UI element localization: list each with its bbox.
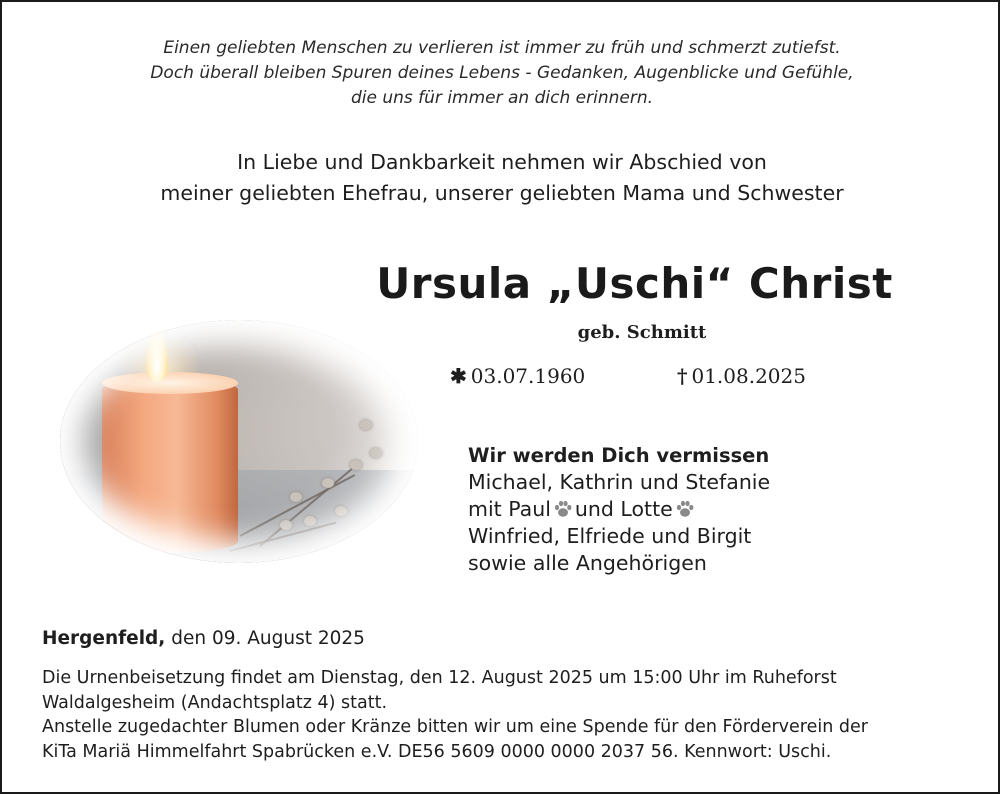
birth-date-line [450, 364, 585, 388]
info-line: Die Urnenbeisetzung findet am Dienstag, den 12. August 2025 um 15:00 Uhr im Ruheforst [42, 668, 837, 688]
death-cross-icon: † [677, 364, 688, 388]
info-line: Waldalgesheim (Andachtsplatz 4) statt. [42, 692, 388, 713]
birth-date: 03.07.1960 [470, 364, 586, 388]
notice-date: den 09. August 2025 [171, 628, 365, 649]
paw-icon [553, 500, 573, 518]
photo-vignette [60, 320, 418, 563]
burial-info [42, 666, 972, 764]
mourners-line: Michael, Kathrin und Stefanie [468, 470, 771, 494]
pet-text: mit Paul [468, 497, 551, 521]
death-date: 01.08.2025 [691, 364, 806, 388]
town-name: Hergenfeld, [42, 628, 166, 649]
mourners-heading: Wir werden Dich vermissen [468, 444, 770, 467]
mourners-line-pets [468, 496, 770, 523]
mourners-line: Winfried, Elfriede und Birgit [468, 524, 752, 548]
info-line: Anstelle zugedachter Blumen oder Kränze bitten wir um eine Spende für den Förderverein der [42, 717, 868, 737]
memorial-poem [2, 36, 1000, 111]
candle-photo [60, 320, 418, 563]
pet-text: und Lotte [574, 497, 673, 521]
poem-line: Doch überall bleiben Spuren deines Lebens - Gedanken, Augenblicke und Gefühle, [150, 63, 854, 83]
info-line: KiTa Mariä Himmelfahrt Spabrücken e.V. DE56 5609 0000 0000 2037 56. Kennwort: Uschi. [42, 741, 832, 762]
place-date-line [42, 628, 365, 649]
birth-star-icon: ✱ [450, 364, 467, 388]
farewell-intro [2, 147, 1000, 209]
paw-icon [675, 500, 695, 518]
poem-line: Einen geliebten Menschen zu verlieren ist immer zu früh und schmerzt zutiefst. [163, 38, 841, 58]
intro-line: In Liebe und Dankbarkeit nehmen wir Abschied von [237, 150, 767, 174]
poem-line: die uns für immer an dich erinnern. [350, 88, 653, 108]
mourners-block [468, 442, 770, 577]
mourners-line: sowie alle Angehörigen [468, 551, 707, 575]
death-date-line [677, 364, 806, 388]
intro-line: meiner geliebten Ehefrau, unserer geliebten Mama und Schwester [160, 181, 844, 205]
deceased-name: Ursula „Uschi“ Christ [376, 259, 893, 308]
maiden-name: geb. Schmitt [577, 322, 707, 343]
